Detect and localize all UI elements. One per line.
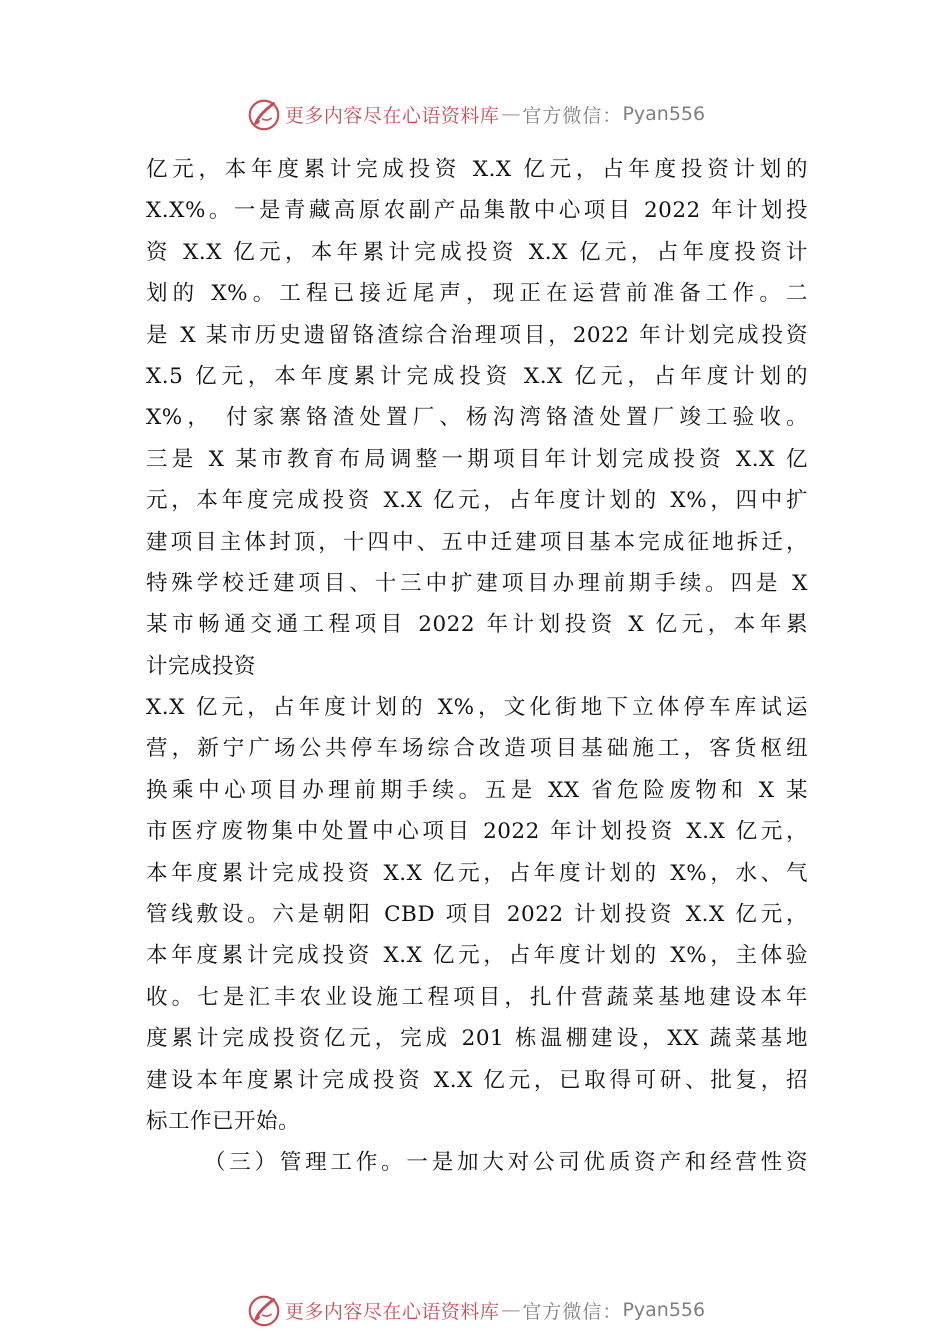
watermark-text: 更多内容尽在心语资料库 bbox=[284, 104, 500, 127]
body-line: 某市畅通交通工程项目 2022 年计划投资 X 亿元，本年累 bbox=[146, 612, 808, 638]
body-line: 收。七是汇丰农业设施工程项目，扎什营蔬菜基地建设本年 bbox=[146, 984, 808, 1010]
watermark-dash: — bbox=[501, 1299, 521, 1321]
header-watermark bbox=[0, 94, 950, 134]
body-line: 亿元，本年度累计完成投资 X.X 亿元，占年度投资计划的 bbox=[146, 157, 808, 182]
body-line: 三是 X 某市教育布局调整一期项目年计划完成投资 X.X 亿 bbox=[146, 446, 808, 472]
watermark-brand: 官方微信： bbox=[522, 104, 623, 127]
body-line: X.5 亿元，本年度累计完成投资 X.X 亿元，占年度计划的 bbox=[146, 363, 808, 389]
body-line: 划的 X%。工程已接近尾声，现正在运营前准备工作。二 bbox=[146, 281, 808, 307]
body-line: 特殊学校迁建项目、十三中扩建项目办理前期手续。四是 X bbox=[146, 570, 808, 596]
body-line: 资 X.X 亿元，本年累计完成投资 X.X 亿元，占年度投资计 bbox=[146, 239, 808, 265]
section-heading-line: （三）管理工作。一是加大对公司优质资产和经营性资 bbox=[204, 1150, 808, 1176]
brush-logo-icon bbox=[245, 1291, 283, 1329]
footer-watermark bbox=[0, 1290, 950, 1330]
document-body bbox=[146, 149, 808, 1184]
body-line: 市医疗废物集中处置中心项目 2022 年计划投资 X.X 亿元， bbox=[146, 819, 808, 845]
body-line: X%， 付家寨铬渣处置厂、杨沟湾铬渣处置厂竣工验收。 bbox=[146, 405, 808, 431]
body-line: 是 X 某市历史遗留铬渣综合治理项目，2022 年计划完成投资 bbox=[146, 322, 808, 348]
watermark-text: 更多内容尽在心语资料库 bbox=[284, 1300, 500, 1323]
brush-logo-icon bbox=[245, 95, 283, 133]
body-line: 度累计完成投资亿元，完成 201 栋温棚建设，XX 蔬菜基地 bbox=[146, 1026, 808, 1052]
body-line: X.X%。一是青藏高原农副产品集散中心项目 2022 年计划投 bbox=[146, 198, 808, 224]
body-line: 建项目主体封顶，十四中、五中迁建项目基本完成征地拆迁， bbox=[146, 529, 808, 555]
watermark-account: Pyan556 bbox=[622, 1299, 706, 1321]
watermark-brand: 官方微信： bbox=[522, 1300, 623, 1323]
body-line: 标工作已开始。 bbox=[146, 1108, 301, 1134]
body-line: 本年度累计完成投资 X.X 亿元，占年度计划的 X%，水、气 bbox=[146, 860, 808, 886]
body-line: 换乘中心项目办理前期手续。五是 XX 省危险废物和 X 某 bbox=[146, 777, 808, 803]
body-line: 元，本年度完成投资 X.X 亿元，占年度计划的 X%，四中扩 bbox=[146, 488, 808, 514]
body-line: 管线敷设。六是朝阳 CBD 项目 2022 计划投资 X.X 亿元， bbox=[146, 902, 808, 928]
watermark-account: Pyan556 bbox=[622, 103, 706, 125]
body-line: X.X 亿元，占年度计划的 X%，文化街地下立体停车库试运 bbox=[146, 695, 808, 721]
body-line: 本年度累计完成投资 X.X 亿元，占年度计划的 X%，主体验 bbox=[146, 943, 808, 969]
body-line: 建设本年度累计完成投资 X.X 亿元，已取得可研、批复，招 bbox=[146, 1067, 808, 1093]
body-line: 计完成投资 bbox=[146, 653, 257, 679]
body-line: 营，新宁广场公共停车场综合改造项目基础施工，客货枢纽 bbox=[146, 736, 808, 762]
watermark-dash: — bbox=[501, 103, 521, 125]
